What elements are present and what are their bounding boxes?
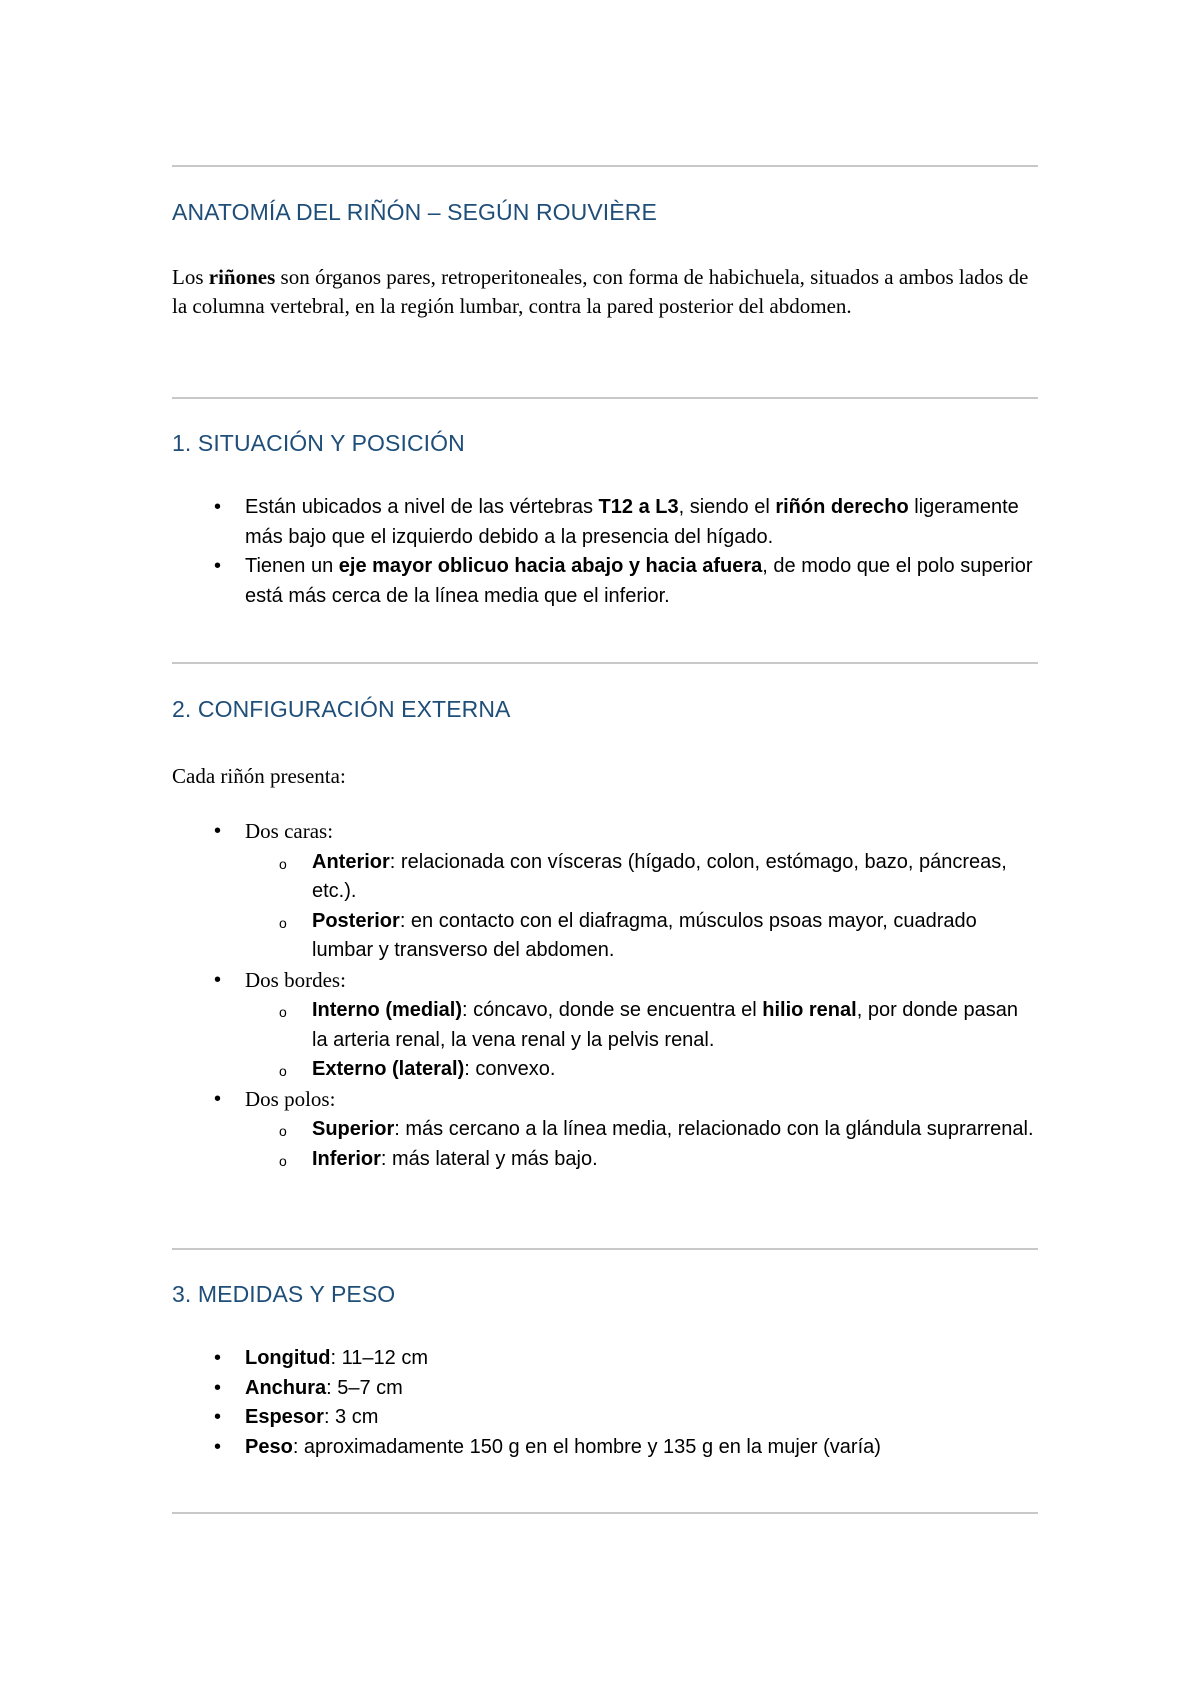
section-heading-medidas: 3. MEDIDAS Y PESO <box>172 1281 396 1307</box>
sub-list-item: o Inferior: más lateral y más bajo. <box>245 1145 1038 1175</box>
list-item: • Están ubicados a nivel de las vértebras T12 a L3, siendo el riñón derecho ligeramente más bajo que el izquierdo debido a la presencia del hígado. <box>172 493 1038 552</box>
list-item: • Espesor: 3 cm <box>172 1403 1038 1433</box>
medidas-list <box>172 1344 1038 1462</box>
horizontal-rule <box>172 1512 1038 1514</box>
horizontal-rule <box>172 662 1038 664</box>
sub-list-item: o Posterior: en contacto con el diafragma, músculos psoas mayor, cuadrado lumbar y transverso del abdomen. <box>245 907 1038 966</box>
horizontal-rule <box>172 165 1038 167</box>
document-title: ANATOMÍA DEL RIÑÓN – SEGÚN ROUVIÈRE <box>172 199 657 225</box>
list-item-caras: • Dos caras: o Anterior: relacionada con vísceras (hígado, colon, estómago, bazo, páncreas, etc.). o Posterior: en contacto con el diafragma, músculos psoas mayor, cuadrado lumbar y transverso del abdomen. <box>172 817 1038 966</box>
list-item-bordes: • Dos bordes: o Interno (medial): cóncavo, donde se encuentra el hilio renal, por donde pasan la arteria renal, la vena renal y la pelvis renal. o Externo (lateral): convexo. <box>172 966 1038 1085</box>
section-heading-configuracion: 2. CONFIGURACIÓN EXTERNA <box>172 696 511 722</box>
sub-list-item: o Interno (medial): cóncavo, donde se encuentra el hilio renal, por donde pasan la arteria renal, la vena renal y la pelvis renal. <box>245 996 1038 1055</box>
horizontal-rule <box>172 1248 1038 1250</box>
list-item: • Anchura: 5–7 cm <box>172 1374 1038 1404</box>
list-item: • Peso: aproximadamente 150 g en el hombre y 135 g en la mujer (varía) <box>172 1433 1038 1463</box>
sub-list-item: o Superior: más cercano a la línea media, relacionado con la glándula suprarrenal. <box>245 1115 1038 1145</box>
list-item: • Longitud: 11–12 cm <box>172 1344 1038 1374</box>
situacion-list <box>172 493 1038 611</box>
list-item: • Tienen un eje mayor oblicuo hacia abajo y hacia afuera, de modo que el polo superior está más cerca de la línea media que el inferior. <box>172 552 1038 611</box>
configuracion-list <box>172 817 1038 1174</box>
intro-paragraph: Los riñones son órganos pares, retroperitoneales, con forma de habichuela, situados a ambos lados de la columna vertebral, en la región lumbar, contra la pared posterior del abdomen. <box>172 265 1029 318</box>
configuracion-lead: Cada riñón presenta: <box>172 764 346 788</box>
sub-list-item: o Anterior: relacionada con vísceras (hígado, colon, estómago, bazo, páncreas, etc.). <box>245 848 1038 907</box>
list-item-polos: • Dos polos: o Superior: más cercano a la línea media, relacionado con la glándula suprarrenal. o Inferior: más lateral y más bajo. <box>172 1085 1038 1175</box>
horizontal-rule <box>172 397 1038 399</box>
section-heading-situacion: 1. SITUACIÓN Y POSICIÓN <box>172 430 465 456</box>
sub-list-item: o Externo (lateral): convexo. <box>245 1055 1038 1085</box>
